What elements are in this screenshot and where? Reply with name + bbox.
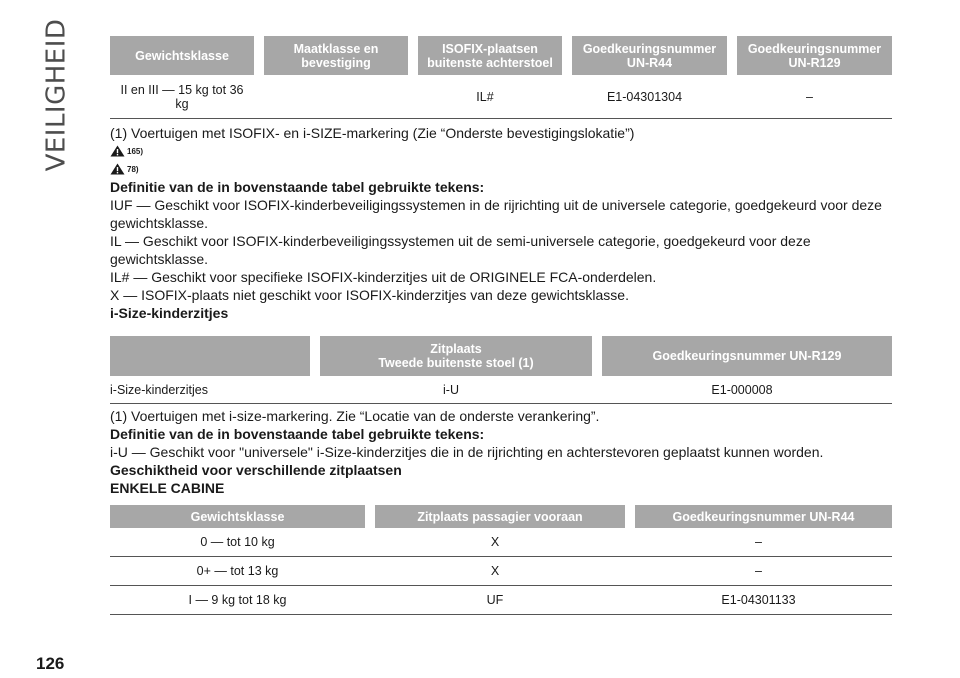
definition-il-hash: IL# — Geschikt voor specifieke ISOFIX-kinderzitjes uit de ORIGINELE FCA-onderdelen. <box>110 269 657 285</box>
warning-triangle-icon <box>110 145 125 157</box>
header-cell: Goedkeuringsnummer UN-R44 <box>562 36 727 75</box>
warning-reference: 165) <box>110 144 892 158</box>
isize-heading: i-Size-kinderzitjes <box>110 305 229 321</box>
table-cell: IL# <box>408 75 562 119</box>
section-side-title <box>36 18 76 172</box>
table-cell: 0 — tot 10 kg <box>110 528 365 557</box>
header-cell: ISOFIX-plaatsen buitenste achterstoel <box>408 36 562 75</box>
suitability-heading: Geschiktheid voor verschillende zitplaatsen <box>110 462 402 478</box>
definition-iu: i-U — Geschikt voor "universele" i-Size-kinderzitjes die in de rijrichting en achterstevoren geplaatst kunnen worden. <box>110 444 824 460</box>
isize-table <box>110 336 892 404</box>
definition-x: X — ISOFIX-plaats niet geschikt voor ISOFIX-kinderzitjes van deze gewichtsklasse. <box>110 287 629 303</box>
header-cell: Goedkeuringsnummer UN-R129 <box>727 36 892 75</box>
page-content <box>110 36 892 615</box>
table-cell: E1-000008 <box>592 376 892 404</box>
header-cell <box>110 336 310 376</box>
cabin-heading: ENKELE CABINE <box>110 480 225 496</box>
table-cell: X <box>365 528 625 557</box>
definitions-heading: Definitie van de in bovenstaande tabel gebruikte tekens: <box>110 426 485 442</box>
table-row <box>110 528 892 557</box>
isofix-table-header <box>110 36 892 75</box>
header-cell: Zitplaats Tweede buitenste stoel (1) <box>310 336 592 376</box>
header-cell: Maatklasse en bevestiging <box>254 36 408 75</box>
warning-reference: 78) <box>110 162 892 176</box>
table-cell: – <box>727 75 892 119</box>
table-cell: II en III — 15 kg tot 36 kg <box>110 75 254 119</box>
definition-iuf: IUF — Geschikt voor ISOFIX-kinderbeveiligingssystemen in de rijrichting uit de universele categorie, goedgekeurd voor deze gewichtsklasse. <box>110 197 882 231</box>
footnote-isofix: (1) Voertuigen met ISOFIX- en i-SIZE-markering (Zie “Onderste bevestigingslokatie”) <box>110 125 635 141</box>
warning-triangle-icon <box>110 163 125 175</box>
table-cell: – <box>625 528 892 557</box>
table-cell: I — 9 kg tot 18 kg <box>110 586 365 615</box>
header-cell: Gewichtsklasse <box>110 36 254 75</box>
definitions-heading: Definitie van de in bovenstaande tabel gebruikte tekens: <box>110 179 485 195</box>
isize-table-header <box>110 336 892 376</box>
table-cell <box>254 75 408 119</box>
definition-il: IL — Geschikt voor ISOFIX-kinderbeveiligingssystemen uit de semi-universele categorie, goedgekeurd voor deze gewichtsklasse. <box>110 233 811 267</box>
side-title-text: VEILIGHEID <box>41 18 72 172</box>
table-cell: X <box>365 557 625 586</box>
header-cell: Goedkeuringsnummer UN-R44 <box>625 505 892 528</box>
table-cell: i-U <box>310 376 592 404</box>
single-cabin-table <box>110 505 892 615</box>
header-cell: Goedkeuringsnummer UN-R129 <box>592 336 892 376</box>
header-cell: Gewichtsklasse <box>110 505 365 528</box>
header-cell: Zitplaats passagier vooraan <box>365 505 625 528</box>
table-cell: E1-04301304 <box>562 75 727 119</box>
table-cell: 0+ — tot 13 kg <box>110 557 365 586</box>
table-row <box>110 586 892 615</box>
table-cell: E1-04301133 <box>625 586 892 615</box>
isofix-table <box>110 36 892 119</box>
table-cell: UF <box>365 586 625 615</box>
single-cabin-header <box>110 505 892 528</box>
footnote-isize: (1) Voertuigen met i-size-markering. Zie “Locatie van de onderste verankering”. <box>110 408 600 424</box>
page-number: 126 <box>36 654 65 673</box>
table-cell: i-Size-kinderzitjes <box>110 376 310 404</box>
table-cell: – <box>625 557 892 586</box>
table-row <box>110 75 892 119</box>
table-row <box>110 557 892 586</box>
table-row <box>110 376 892 404</box>
